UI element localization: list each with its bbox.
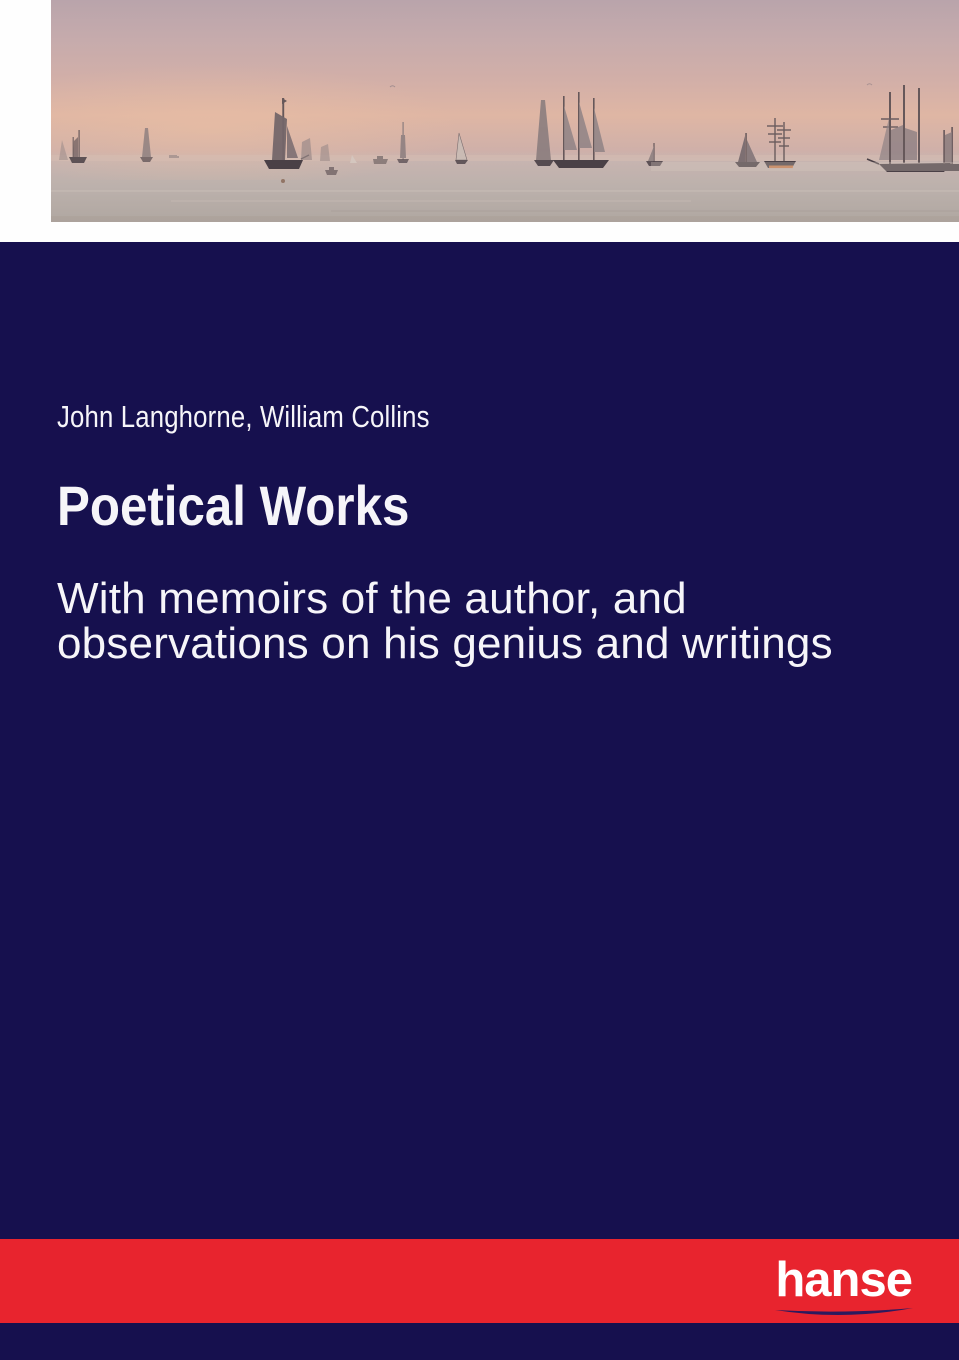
horizon-haze: [51, 155, 959, 161]
logo-swoosh: [773, 1306, 915, 1320]
book-subtitle: [57, 576, 833, 666]
publisher-logo: [773, 1253, 912, 1320]
subtitle-line-2: observations on his genius and writings: [57, 619, 833, 668]
book-title: Poetical Works: [57, 474, 410, 537]
author-names: John Langhorne, William Collins: [57, 399, 430, 434]
sea-streak: [171, 200, 691, 202]
publisher-band: [0, 1239, 959, 1323]
sea-streak: [51, 216, 959, 222]
sea-streak: [331, 210, 959, 212]
sailing-ships-photo: [51, 0, 959, 222]
photo-frame: [0, 0, 959, 242]
buoy: [281, 179, 285, 183]
subtitle-line-1: With memoirs of the author, and: [57, 574, 687, 623]
publisher-logo-text: hanse: [775, 1253, 912, 1307]
sea-streak: [651, 162, 959, 171]
sea-streak: [51, 190, 959, 192]
cover-photo: [51, 0, 959, 222]
